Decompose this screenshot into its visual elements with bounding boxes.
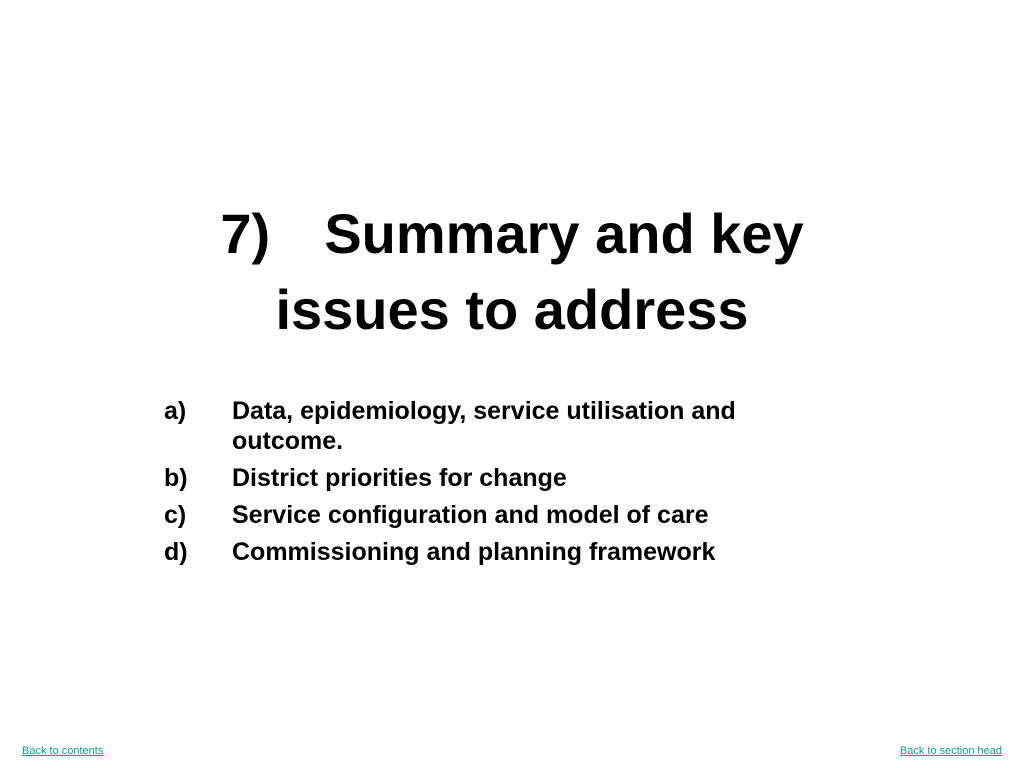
list-item [164, 396, 844, 456]
back-to-section-head-link[interactable]: Back to section head [899, 745, 1002, 757]
list-item-marker: d) [164, 538, 188, 566]
title-number: 7) [220, 202, 271, 265]
agenda-list [164, 396, 844, 574]
list-item-text: Data, epidemiology, service utilisation and outcome. [232, 397, 736, 455]
slide-title [152, 196, 872, 348]
list-item-marker: a) [164, 397, 187, 425]
list-item-text: Commissioning and planning framework [232, 538, 716, 566]
list-item [164, 537, 844, 567]
list-item [164, 500, 844, 530]
list-item-marker: b) [164, 464, 188, 492]
list-item [164, 463, 844, 493]
list-item-text: District priorities for change [232, 464, 567, 492]
list-item-text: Service configuration and model of care [232, 501, 709, 529]
back-to-contents-link[interactable]: Back to contents [22, 745, 104, 757]
title-text: Summary and key issues to address [275, 202, 804, 341]
list-item-marker: c) [164, 501, 187, 529]
